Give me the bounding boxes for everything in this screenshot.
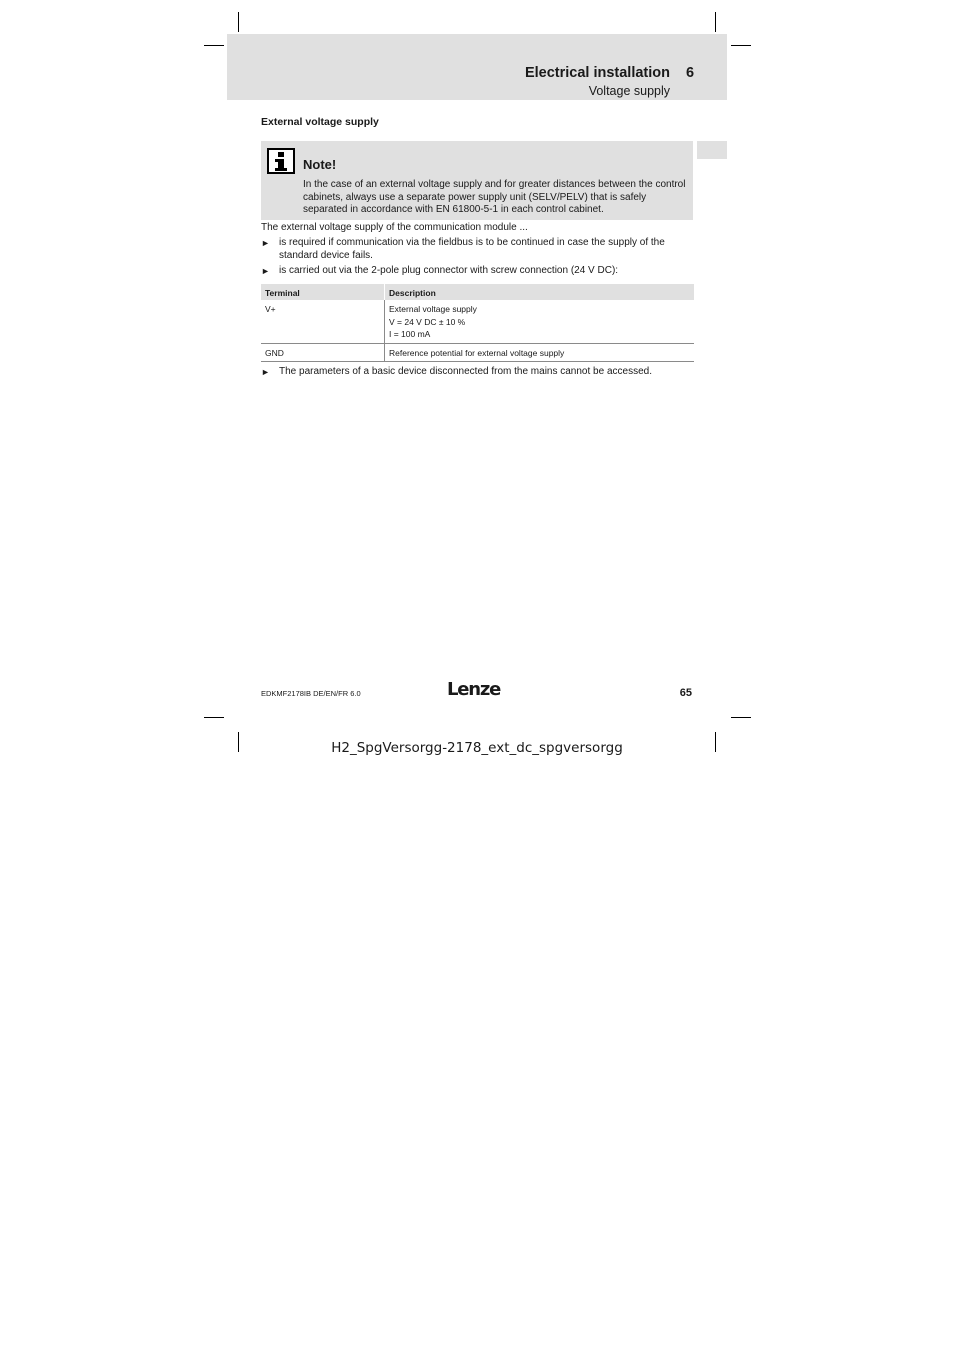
terminal-cell: GND [261,343,385,362]
crop-mark-top-right [715,12,716,32]
crop-mark-top-right-h [731,45,751,46]
crop-mark-top-left [238,12,239,32]
source-caption: H2_SpgVersorgg-2178_ext_dc_spgversorgg [331,740,623,756]
table-header-row [261,284,694,300]
terminal-table [261,284,694,362]
table-row [261,300,694,343]
footer-document-id: EDKMF2178IB DE/EN/FR 6.0 [261,689,361,698]
description-line: V = 24 V DC ± 10 % [389,316,466,327]
note-text: In the case of an external voltage supply and for greater distances between the control cabinets, always use a separate power supply unit (SELV/PELV) that is safely separated in accordance with EN 61800-5-1 in each control cabinet. [303,179,686,215]
crop-mark-bottom-left-h [204,717,224,718]
page-number: 65 [679,687,692,699]
chapter-number: 6 [686,65,695,81]
description-cell [385,300,695,343]
intro-text: The external voltage supply of the communication module ... [261,222,528,233]
description-line: I = 100 mA [389,329,431,339]
lenze-logo: Lenze [447,679,501,700]
bullet-arrow-icon: ► [261,367,270,377]
crop-mark-bottom-right-h [731,717,751,718]
note-box [261,141,693,220]
crop-mark-top-left-h [204,45,224,46]
section-heading: External voltage supply [261,116,379,128]
bullet-arrow-icon: ► [261,266,270,276]
bullet-text: is carried out via the 2-pole plug connector with screw connection (24 V DC): [279,265,619,276]
description-line: External voltage supply [389,304,477,314]
bullet-text: is required if communication via the fieldbus is to be continued in case the supply of the standard device fails. [279,237,665,261]
section-subtitle: Voltage supply [588,84,670,98]
info-icon [267,148,295,174]
bullet-text: The parameters of a basic device disconnected from the mains cannot be accessed. [279,366,652,377]
table-row [261,343,694,362]
description-cell [385,343,695,362]
column-header-terminal: Terminal [261,284,385,300]
bullet-arrow-icon: ► [261,238,270,248]
chapter-title: Electrical installation [524,65,670,81]
description-line: Reference potential for external voltage supply [389,347,565,358]
chapter-side-tab [697,141,727,159]
note-title: Note! [303,157,337,172]
terminal-cell: V+ [261,300,385,343]
column-header-description: Description [385,284,695,300]
